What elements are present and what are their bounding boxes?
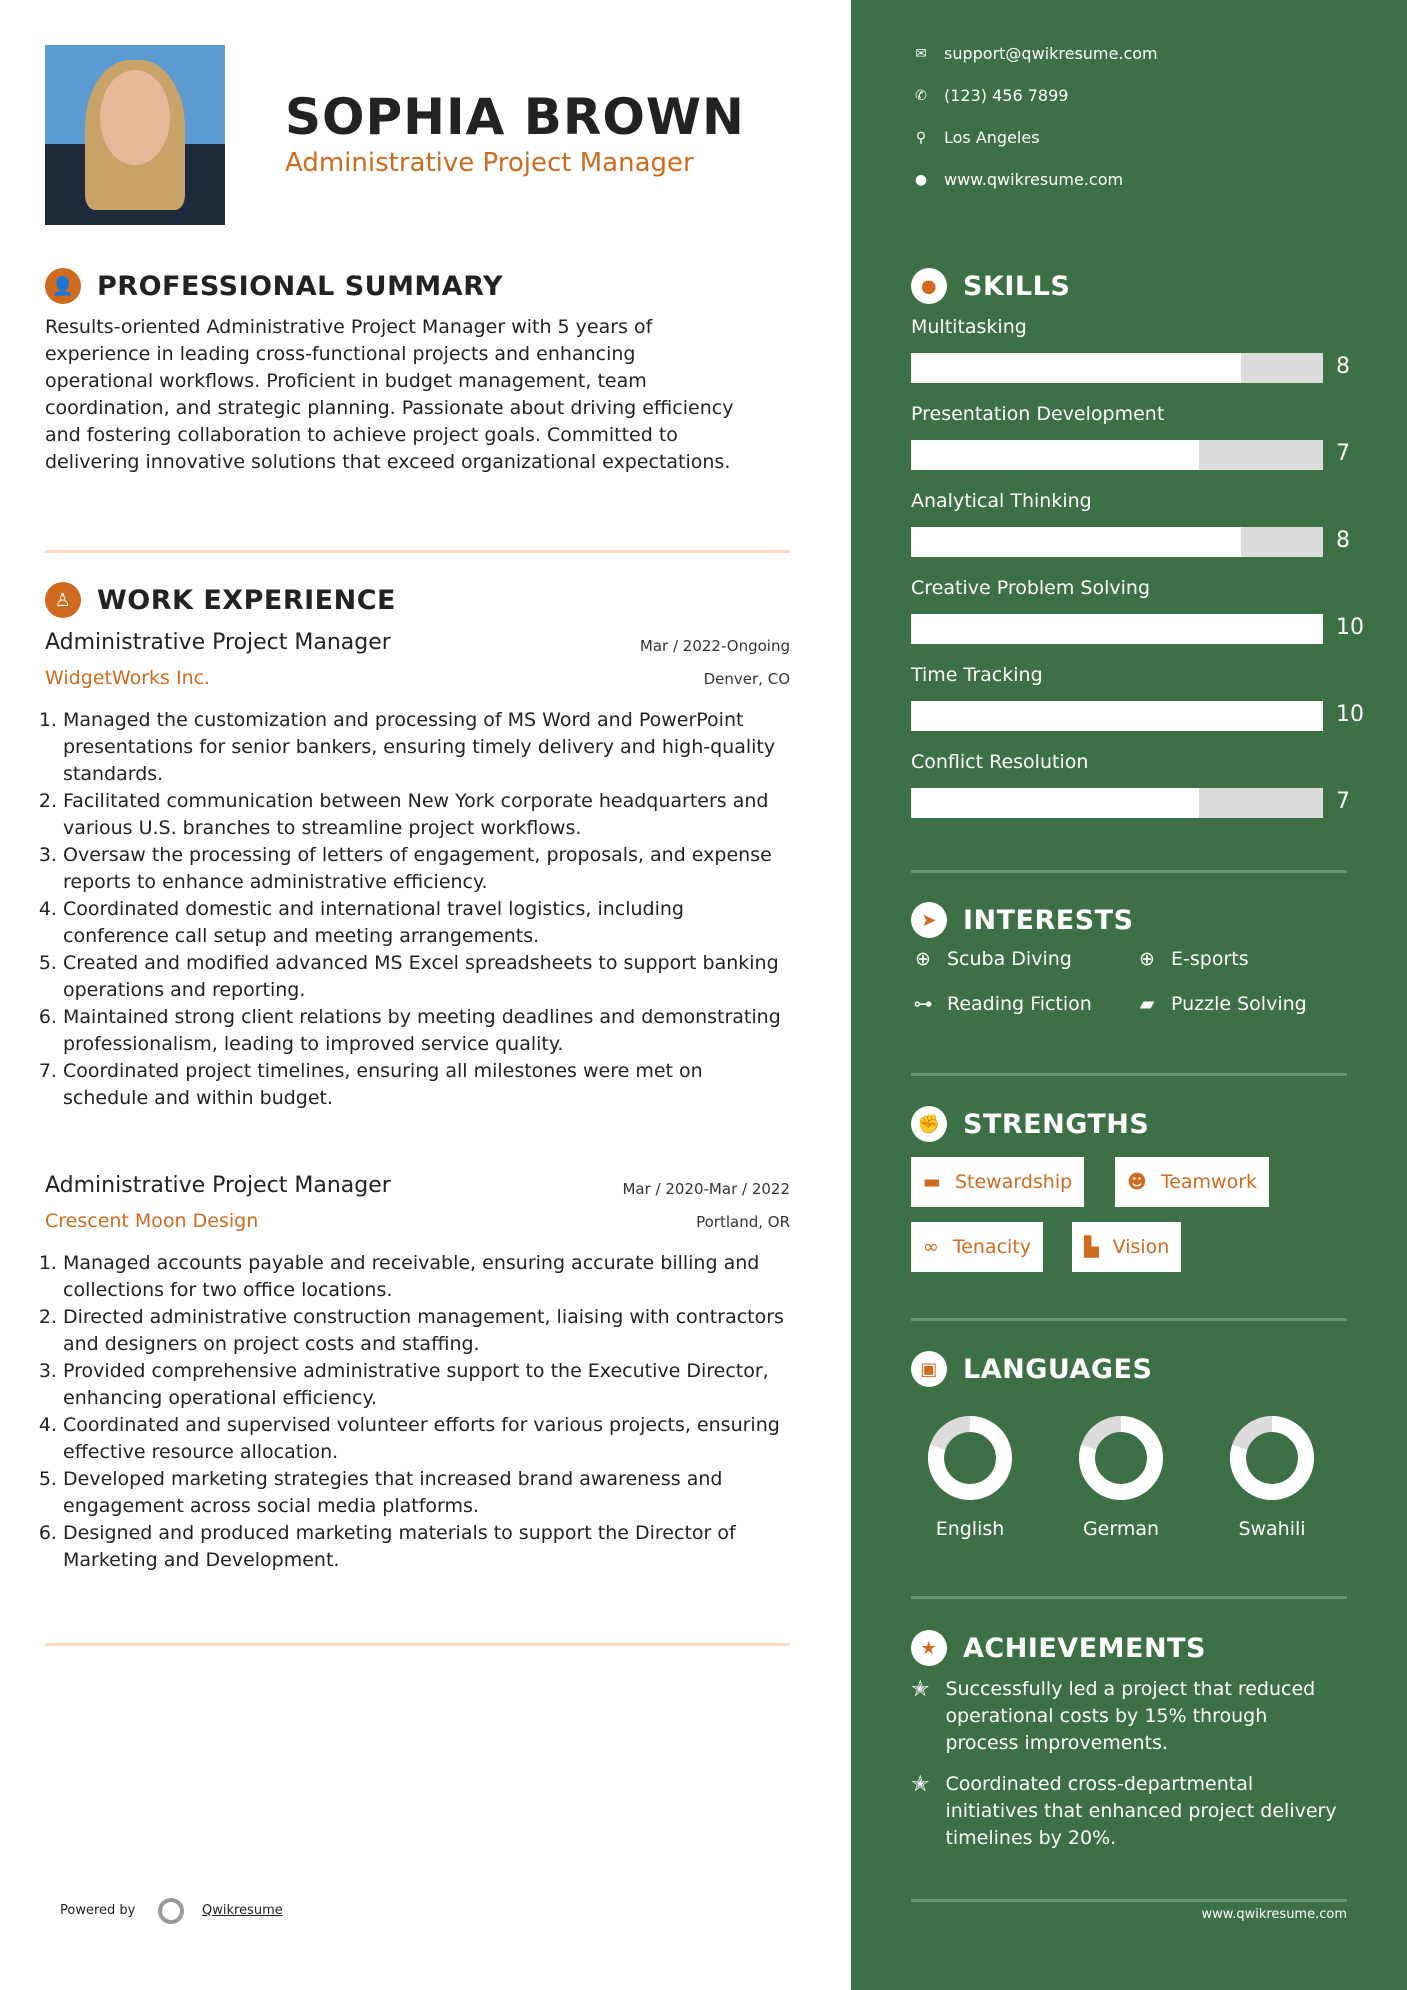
achievements-heading bbox=[911, 1630, 1206, 1666]
life-ring-icon: ⊕ bbox=[1139, 948, 1155, 970]
skill-bar-fill bbox=[911, 788, 1199, 818]
strengths-heading-text: STRENGTHS bbox=[963, 1108, 1150, 1140]
candidate-name: SOPHIA BROWN bbox=[285, 88, 745, 146]
interest-item bbox=[911, 993, 1092, 1015]
skill-bar bbox=[911, 614, 1323, 644]
interest-item bbox=[911, 948, 1072, 970]
strength-text: Teamwork bbox=[1160, 1171, 1258, 1193]
skill-value: 10 bbox=[1336, 615, 1364, 640]
job-date: Mar / 2020-Mar / 2022 bbox=[622, 1180, 790, 1198]
briefcase-icon: ▬ bbox=[923, 1171, 941, 1193]
map-pin-icon: ⚲ bbox=[915, 129, 927, 146]
paper-plane-icon: ➤ bbox=[911, 902, 947, 938]
skill-bar-fill bbox=[911, 614, 1323, 644]
binoculars-icon: ▙ bbox=[1084, 1236, 1099, 1258]
experience-heading bbox=[45, 582, 396, 618]
skill-value: 7 bbox=[1336, 789, 1350, 814]
divider bbox=[911, 870, 1347, 873]
interest-item bbox=[1135, 948, 1249, 970]
language-donut bbox=[1229, 1415, 1315, 1501]
skill-name: Conflict Resolution bbox=[911, 751, 1089, 773]
skill-bar bbox=[911, 701, 1323, 731]
skill-name: Multitasking bbox=[911, 316, 1027, 338]
powered-by: Powered by bbox=[60, 1903, 136, 1918]
skill-bar-fill bbox=[911, 353, 1241, 383]
contact-item bbox=[912, 128, 1040, 147]
strengths-heading bbox=[911, 1106, 1149, 1142]
achievement-item bbox=[911, 1771, 1341, 1852]
duty-item: 3. Oversaw the processing of letters of engagement, proposals, and expense reports to enhance administrative efficiency. bbox=[63, 842, 790, 896]
job-title: Administrative Project Manager bbox=[45, 630, 391, 655]
divider bbox=[911, 1318, 1347, 1321]
summary-heading bbox=[45, 268, 503, 304]
achievement-text: Successfully led a project that reduced operational costs by 15% through process improvements. bbox=[945, 1678, 1316, 1754]
languages-heading-text: LANGUAGES bbox=[963, 1353, 1153, 1385]
skill-bar bbox=[911, 527, 1323, 557]
duty-item: 4. Coordinated and supervised volunteer efforts for various projects, ensuring effective resource allocation. bbox=[63, 1412, 790, 1466]
duty-item: 5. Developed marketing strategies that increased brand awareness and engagement across social media platforms. bbox=[63, 1466, 790, 1520]
interests-heading-text: INTERESTS bbox=[963, 904, 1134, 936]
users-icon: ☻ bbox=[1127, 1171, 1147, 1193]
skill-bar-fill bbox=[911, 440, 1199, 470]
contact-text[interactable]: support@qwikresume.com bbox=[944, 44, 1158, 63]
skills-heading bbox=[911, 268, 1070, 304]
gamepad-icon: ⊶ bbox=[913, 993, 933, 1015]
job-date: Mar / 2022-Ongoing bbox=[639, 637, 790, 655]
skill-name: Creative Problem Solving bbox=[911, 577, 1151, 599]
duty-item: 6. Designed and produced marketing materials to support the Director of Marketing and Development. bbox=[63, 1520, 790, 1574]
experience-heading-text: WORK EXPERIENCE bbox=[97, 584, 396, 616]
achievement-text: Coordinated cross-departmental initiatives that enhanced project delivery timelines by 20%. bbox=[945, 1773, 1337, 1849]
skill-name: Presentation Development bbox=[911, 403, 1165, 425]
language-donut bbox=[1078, 1415, 1164, 1501]
skill-bar bbox=[911, 440, 1323, 470]
divider bbox=[911, 1073, 1347, 1076]
duty-item: 4. Coordinated domestic and international travel logistics, including conference call setup and meeting arrangements. bbox=[63, 896, 790, 950]
language-donut bbox=[927, 1415, 1013, 1501]
contact-text[interactable]: Los Angeles bbox=[944, 128, 1040, 147]
globe-icon: ● bbox=[914, 171, 928, 188]
interests-heading bbox=[911, 902, 1134, 938]
language-icon: ▣ bbox=[911, 1351, 947, 1387]
life-ring-icon: ⊕ bbox=[915, 948, 931, 970]
star-icon: ★ bbox=[911, 1630, 947, 1666]
interest-item bbox=[1135, 993, 1307, 1015]
strength-text: Tenacity bbox=[952, 1236, 1031, 1258]
skill-value: 7 bbox=[1336, 441, 1350, 466]
skill-bar bbox=[911, 353, 1323, 383]
interest-text: Puzzle Solving bbox=[1171, 993, 1307, 1015]
job-location: Denver, CO bbox=[703, 670, 790, 688]
company-name: WidgetWorks Inc. bbox=[45, 667, 211, 689]
contact-item bbox=[912, 86, 1068, 105]
link-icon: ∞ bbox=[923, 1236, 939, 1258]
star-icon: ✭ bbox=[911, 1772, 930, 1797]
interest-text: E-sports bbox=[1171, 948, 1249, 970]
language-name: German bbox=[1082, 1518, 1160, 1540]
strength-tag bbox=[1115, 1157, 1269, 1207]
footer-website[interactable]: www.qwikresume.com bbox=[1201, 1907, 1347, 1922]
contact-text[interactable]: www.qwikresume.com bbox=[944, 170, 1124, 189]
strength-tag bbox=[911, 1222, 1043, 1272]
job-duties bbox=[45, 1250, 790, 1574]
skill-value: 8 bbox=[1336, 354, 1350, 379]
duty-item: 7. Coordinated project timelines, ensuring all milestones were met on schedule and within budget. bbox=[63, 1058, 790, 1112]
interest-text: Scuba Diving bbox=[947, 948, 1072, 970]
candidate-title: Administrative Project Manager bbox=[285, 148, 694, 178]
skill-name: Analytical Thinking bbox=[911, 490, 1092, 512]
job-title: Administrative Project Manager bbox=[45, 1173, 391, 1198]
skill-bar-fill bbox=[911, 701, 1323, 731]
strength-tag bbox=[911, 1157, 1084, 1207]
skills-heading-text: SKILLS bbox=[963, 270, 1071, 302]
contact-item bbox=[912, 170, 1123, 189]
strength-tag bbox=[1072, 1222, 1181, 1272]
company-name: Crescent Moon Design bbox=[45, 1210, 259, 1232]
divider bbox=[45, 1643, 790, 1646]
achievement-item bbox=[911, 1676, 1341, 1757]
fist-icon: ✊ bbox=[911, 1106, 947, 1142]
job-duties bbox=[45, 707, 790, 1112]
book-icon: ▰ bbox=[1139, 993, 1155, 1015]
summary-text: Results-oriented Administrative Project Manager with 5 years of experience in leading cross-functional projects and enhancing operational workflows. Proficient in budget management, team coordination, and strategic planning. Passionate about driving efficiency and fostering collaboration to achieve project goals. Committed to delivering innovative solutions that exceed organizational expectations. bbox=[45, 316, 734, 473]
summary-heading-text: PROFESSIONAL SUMMARY bbox=[97, 270, 504, 302]
chair-icon: ♙ bbox=[45, 582, 81, 618]
achievements-heading-text: ACHIEVEMENTS bbox=[963, 1632, 1206, 1664]
interest-text: Reading Fiction bbox=[947, 993, 1092, 1015]
phone-icon: ✆ bbox=[915, 87, 927, 104]
divider bbox=[911, 1596, 1347, 1599]
envelope-icon: ✉ bbox=[915, 45, 927, 62]
duty-item: 2. Facilitated communication between New York corporate headquarters and various U.S. branches to streamline project workflows. bbox=[63, 788, 790, 842]
qwikresume-logo-icon bbox=[158, 1898, 184, 1924]
skill-bar bbox=[911, 788, 1323, 818]
duty-item: 3. Provided comprehensive administrative support to the Executive Director, enhancing operational efficiency. bbox=[63, 1358, 790, 1412]
skill-name: Time Tracking bbox=[911, 664, 1043, 686]
divider bbox=[45, 550, 790, 553]
divider bbox=[911, 1899, 1347, 1902]
duty-item: 2. Directed administrative construction management, liaising with contractors and designers on project costs and staffing. bbox=[63, 1304, 790, 1358]
job-location: Portland, OR bbox=[696, 1213, 790, 1231]
duty-item: 6. Maintained strong client relations by meeting deadlines and demonstrating professionalism, leading to improved service quality. bbox=[63, 1004, 790, 1058]
duty-item: 1. Managed the customization and processing of MS Word and PowerPoint presentations for senior bankers, ensuring timely delivery and high-quality standards. bbox=[63, 707, 790, 788]
qwikresume-link[interactable]: Qwikresume bbox=[202, 1903, 283, 1918]
duty-item: 5. Created and modified advanced MS Excel spreadsheets to support banking operations and reporting. bbox=[63, 950, 790, 1004]
skill-value: 10 bbox=[1336, 702, 1364, 727]
user-icon: 👤 bbox=[45, 268, 81, 304]
lightbulb-icon: ● bbox=[911, 268, 947, 304]
skill-bar-fill bbox=[911, 527, 1241, 557]
star-icon: ✭ bbox=[911, 1677, 930, 1702]
contact-text[interactable]: (123) 456 7899 bbox=[944, 86, 1069, 105]
languages-heading bbox=[911, 1351, 1152, 1387]
skill-value: 8 bbox=[1336, 528, 1350, 553]
strength-text: Stewardship bbox=[954, 1171, 1073, 1193]
duty-item: 1. Managed accounts payable and receivable, ensuring accurate billing and collections for two office locations. bbox=[63, 1250, 790, 1304]
language-name: Swahili bbox=[1238, 1518, 1306, 1540]
language-name: English bbox=[935, 1518, 1005, 1540]
contact-item bbox=[912, 44, 1158, 63]
strength-text: Vision bbox=[1112, 1236, 1170, 1258]
profile-photo bbox=[45, 45, 225, 225]
